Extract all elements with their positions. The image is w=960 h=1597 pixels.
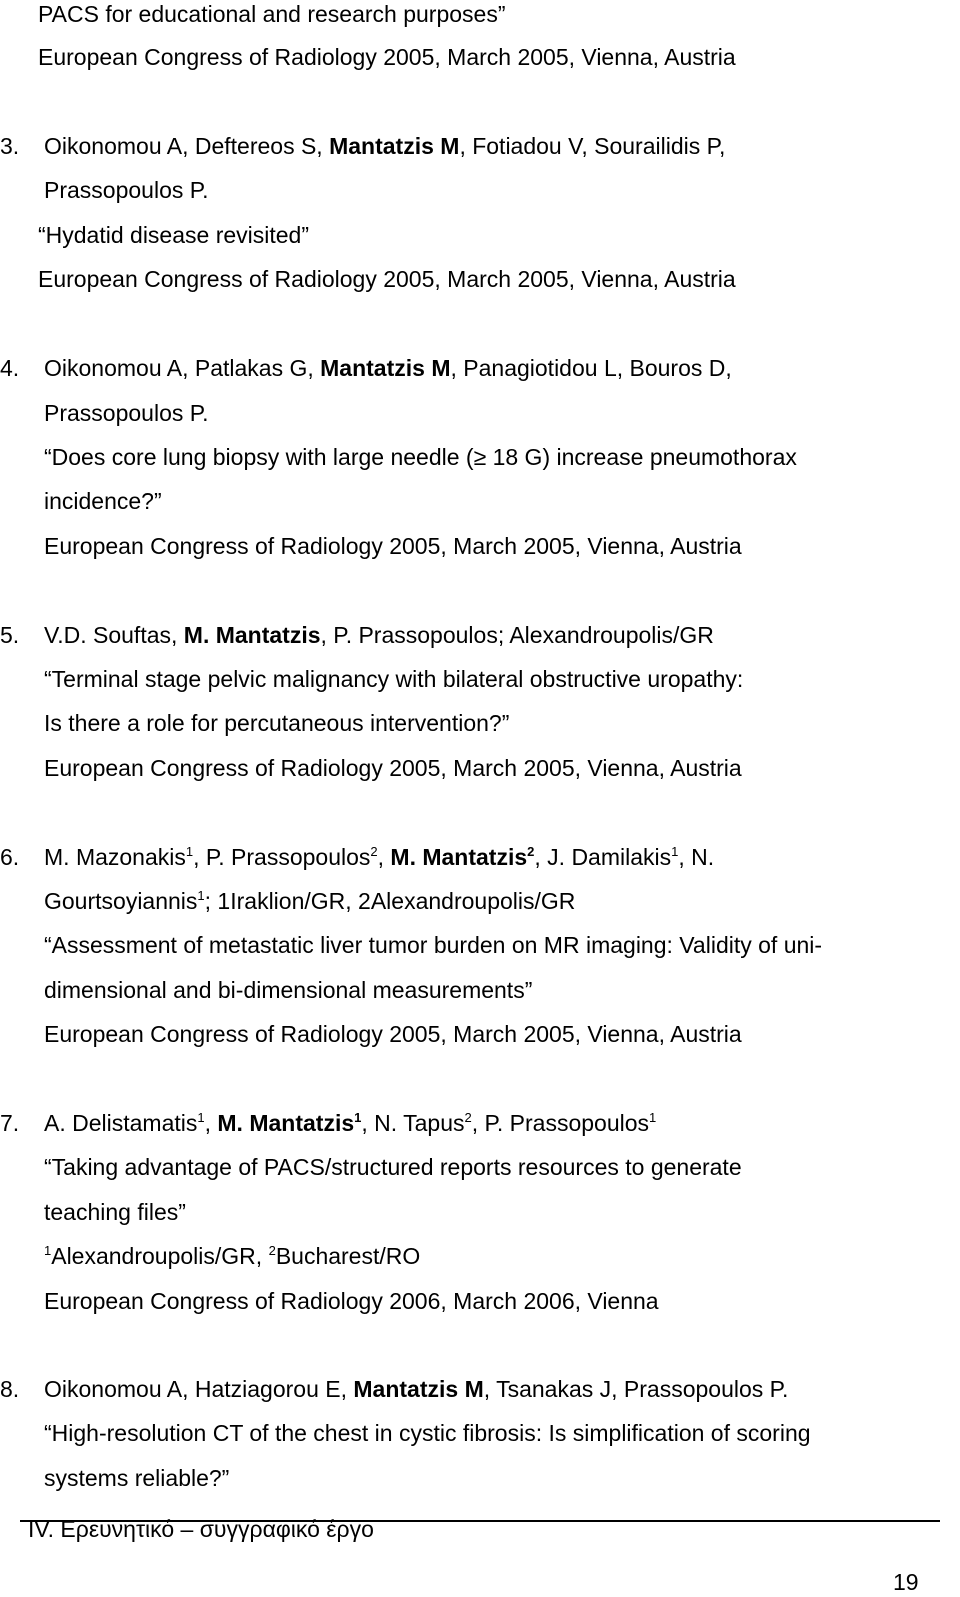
entry-7-venue: European Congress of Radiology 2006, March 2006, Vienna [44,1288,659,1314]
page-number: 19 [893,1569,919,1595]
entry-4-title-line2: incidence?” [44,488,162,514]
entry-6-authors: M. Mazonakis$^1$, P. Prassopoulos$^2$, M. Mantatzis$^2$, J. Damilakis$^1$, N. [44,844,715,870]
entry-3-title: “Hydatid disease revisited” [38,222,310,248]
bold-author: Mantatzis M [320,355,451,381]
entry-prev-title: PACS for educational and research purposes” [38,1,506,27]
entry-5-title-line1: “Terminal stage pelvic malignancy with bilateral obstructive uropathy: [44,666,744,692]
entry-5-authors: V.D. Souftas, M. Mantatzis, P. Prassopoulos; Alexandroupolis/GR [44,622,714,648]
entry-7-number: 7. [0,1110,20,1136]
entry-7-affiliations: $^1$Alexandroupolis/GR, $^2$Bucharest/RO [44,1243,421,1269]
bold-author: M. Mantatzis [390,844,528,870]
bold-author: Mantatzis M [329,133,460,159]
entry-6-title-line1: “Assessment of metastatic liver tumor burden on MR imaging: Validity of uni- [44,932,823,958]
entry-4-number: 4. [0,355,20,381]
entry-7-title-line2: teaching files” [44,1199,186,1225]
entry-7-title-line1: “Taking advantage of PACS/structured reports resources to generate [44,1154,742,1180]
entry-5-number: 5. [0,622,20,648]
entry-8-number: 8. [0,1376,20,1402]
entry-7-authors: A. Delistamatis$^1$, M. Mantatzis$^1$, N. Tapus$^2$, P. Prassopoulos$^1$ [44,1110,657,1136]
entry-3-authors: Oikonomou A, Deftereos S, Mantatzis M, Fotiadou V, Sourailidis P, [44,133,726,159]
entry-4-authors-line2: Prassopoulos P. [44,400,209,426]
entry-5-venue: European Congress of Radiology 2005, March 2005, Vienna, Austria [44,755,742,781]
entry-6-title-line2: dimensional and bi-dimensional measurements” [44,977,533,1003]
entry-4-authors: Oikonomou A, Patlakas G, Mantatzis M, Panagiotidou L, Bouros D, [44,355,732,381]
footer-section-title: IV. Ερευνητικό – συγγραφικό έργο [28,1516,374,1542]
entry-prev-venue: European Congress of Radiology 2005, March 2005, Vienna, Austria [38,44,736,70]
entry-6-authors-line2: Gourtsoyiannis$^1$; 1Iraklion/GR, 2Alexandroupolis/GR [44,888,576,914]
entry-3-number: 3. [0,133,20,159]
entry-4-title-line1: “Does core lung biopsy with large needle (≥ 18 G) increase pneumothorax [44,444,797,470]
entry-3-authors-line2: Prassopoulos P. [44,177,209,203]
entry-6-number: 6. [0,844,20,870]
bold-author: M. Mantatzis [183,622,321,648]
entry-6-venue: European Congress of Radiology 2005, March 2005, Vienna, Austria [44,1021,742,1047]
entry-8-authors: Oikonomou A, Hatziagorou E, Mantatzis M, Tsanakas J, Prassopoulos P. [44,1376,789,1402]
entry-5-title-line2: Is there a role for percutaneous intervention?” [44,710,510,736]
entry-3-venue: European Congress of Radiology 2005, March 2005, Vienna, Austria [38,266,736,292]
bold-author: Mantatzis M [353,1376,484,1402]
entry-8-title-line1: “High-resolution CT of the chest in cystic fibrosis: Is simplification of scoring [44,1420,811,1446]
entry-4-venue: European Congress of Radiology 2005, March 2005, Vienna, Austria [44,533,742,559]
entry-8-title-line2: systems reliable?” [44,1465,230,1491]
bold-author: M. Mantatzis [217,1110,355,1136]
